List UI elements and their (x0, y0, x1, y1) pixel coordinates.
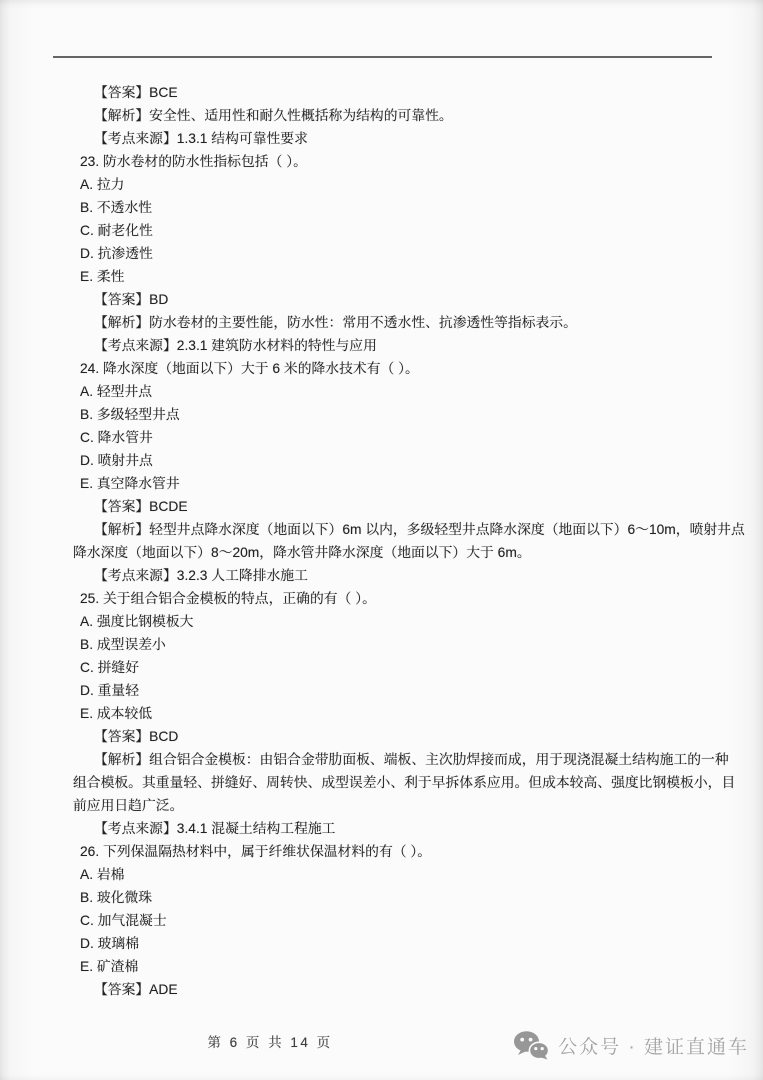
analysis-continuation-line: 组合模板。其重量轻、拼缝好、周转快、成型误差小、利于早拆体系应用。但成本较高、强度比钢模板小，目 (73, 775, 736, 790)
source-line: 【考点来源】2.3.1 建筑防水材料的特性与应用 (94, 338, 377, 353)
option-line: D. 重量轻 (80, 683, 140, 698)
question-line: 24. 降水深度（地面以下）大于 6 米的降水技术有（ ）。 (80, 361, 419, 376)
option-line: C. 耐老化性 (80, 223, 153, 238)
option-line: E. 柔性 (80, 269, 125, 284)
wechat-icon (513, 1030, 549, 1061)
source-line: 【考点来源】3.4.1 混凝土结构工程施工 (94, 821, 336, 836)
option-line: B. 成型误差小 (80, 637, 166, 652)
watermark (513, 1027, 749, 1063)
answer-line: 【答案】BD (94, 292, 169, 307)
option-line: C. 拼缝好 (80, 660, 140, 675)
question-line: 23. 防水卷材的防水性指标包括（ ）。 (80, 154, 307, 169)
option-line: C. 降水管井 (80, 430, 153, 445)
option-line: A. 轻型井点 (80, 384, 153, 399)
option-line: C. 加气混凝士 (80, 913, 167, 928)
option-line: B. 多级轻型井点 (80, 407, 180, 422)
page-indicator: 第 6 页 共 14 页 (207, 1035, 333, 1050)
option-line: E. 真空降水管井 (80, 476, 180, 491)
analysis-line: 【解析】轻型井点降水深度（地面以下）6m 以内，多级轻型井点降水深度（地面以下）6～10m，喷射井点 (94, 522, 745, 537)
option-line: A. 强度比钢模板大 (80, 614, 194, 629)
question-line: 26. 下列保温隔热材料中，属于纤维状保温材料的有（ ）。 (80, 844, 432, 859)
document-body (73, 81, 745, 1001)
option-line: D. 喷射井点 (80, 453, 153, 468)
watermark-text: 公众号 · 建证直通车 (558, 1036, 749, 1058)
analysis-continuation-line: 降水深度（地面以下）8～20m，降水管井降水深度（地面以下）大于 6m。 (73, 545, 531, 560)
option-line: B. 不透水性 (80, 200, 153, 215)
analysis-continuation-line: 前应用日趋广泛。 (73, 798, 184, 813)
option-line: A. 岩棉 (80, 867, 125, 882)
answer-line: 【答案】BCDE (94, 499, 188, 514)
answer-line: 【答案】BCD (94, 729, 179, 744)
option-line: E. 成本较低 (80, 706, 153, 721)
header-rule (53, 56, 712, 58)
source-line: 【考点来源】3.2.3 人工降排水施工 (94, 568, 308, 583)
option-line: B. 玻化微珠 (80, 890, 153, 905)
question-line: 25. 关于组合铝合金模板的特点，正确的有（ ）。 (80, 591, 376, 606)
analysis-line: 【解析】安全性、适用性和耐久性概括称为结构的可靠性。 (94, 108, 453, 123)
option-line: D. 玻璃棉 (80, 936, 140, 951)
answer-line: 【答案】ADE (94, 982, 178, 997)
source-line: 【考点来源】1.3.1 结构可靠性要求 (94, 131, 308, 146)
option-line: D. 抗渗透性 (80, 246, 153, 261)
answer-line: 【答案】BCE (94, 85, 178, 100)
option-line: E. 矿渣棉 (80, 959, 139, 974)
option-line: A. 拉力 (80, 177, 125, 192)
analysis-line: 【解析】组合铝合金模板：由铝合金带肋面板、端板、主次肋焊接而成，用于现浇混凝土结构施工的一种 (94, 752, 729, 767)
analysis-line: 【解析】防水卷材的主要性能，防水性：常用不透水性、抗渗透性等指标表示。 (94, 315, 577, 330)
